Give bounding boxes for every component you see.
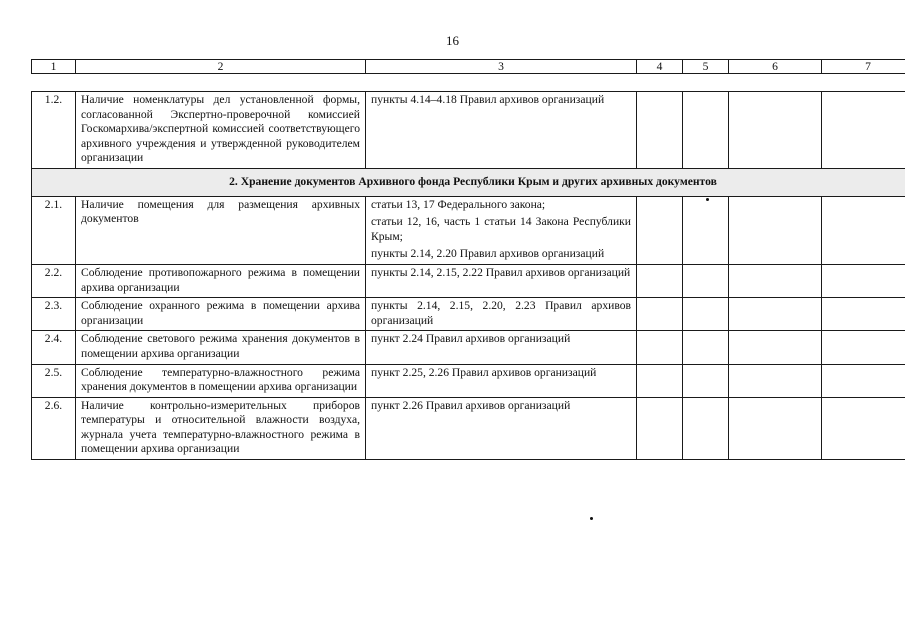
empty-cell [683, 331, 729, 364]
empty-cell [637, 92, 683, 169]
empty-cell [683, 364, 729, 397]
requirement-text: Соблюдение температурно-влажностного режима хранения документов в помещении архива организации [76, 364, 366, 397]
legal-basis [366, 92, 637, 169]
empty-cell [637, 264, 683, 297]
legal-basis-item: статьи 12, 16, часть 1 статьи 14 Закона Республики Крым; [371, 215, 631, 243]
legal-basis-item: пункты 4.14–4.18 Правил архивов организаций [371, 93, 605, 106]
empty-cell [683, 92, 729, 169]
column-header-6: 6 [729, 60, 822, 74]
legal-basis [366, 331, 637, 364]
row-number: 2.2. [32, 264, 76, 297]
table-row [32, 331, 905, 364]
section-title: 2. Хранение документов Архивного фонда Республики Крым и других архивных документов [32, 168, 905, 196]
empty-cell [729, 397, 822, 459]
empty-cell [729, 331, 822, 364]
empty-cell [729, 196, 822, 264]
requirement-text: Наличие номенклатуры дел установленной формы, согласованной Экспертно-проверочной комиссией Госкомархива/экспертной комиссией соответствующего архивного учреждения и утвержденной руководителем организации [76, 92, 366, 169]
scan-speck [590, 517, 593, 520]
empty-cell [822, 331, 905, 364]
empty-cell [637, 196, 683, 264]
empty-cell [637, 298, 683, 331]
empty-cell [683, 397, 729, 459]
empty-cell [729, 264, 822, 297]
requirement-text: Наличие помещения для размещения архивных документов [76, 196, 366, 264]
row-number: 2.4. [32, 331, 76, 364]
column-header-table [31, 59, 905, 74]
empty-cell [822, 196, 905, 264]
legal-basis-item: пункт 2.24 Правил архивов организаций [371, 332, 571, 346]
empty-cell [822, 397, 905, 459]
column-header-row [32, 60, 905, 74]
empty-cell [683, 298, 729, 331]
requirement-text: Соблюдение противопожарного режима в помещении архива организации [76, 264, 366, 297]
legal-basis [366, 298, 637, 331]
column-header-5: 5 [683, 60, 729, 74]
column-header-7: 7 [822, 60, 905, 74]
table-row [32, 92, 905, 169]
legal-basis [366, 196, 637, 264]
legal-basis [366, 397, 637, 459]
page-number: 16 [446, 33, 459, 48]
legal-basis-item: пункты 2.14, 2.20 Правил архивов организаций [371, 247, 605, 261]
section-row [32, 168, 905, 196]
legal-basis-item: пункты 2.14, 2.15, 2.20, 2.23 Правил архивов организаций [371, 299, 631, 327]
checklist-table [31, 91, 905, 460]
empty-cell [729, 298, 822, 331]
table-row [32, 298, 905, 331]
empty-cell [822, 364, 905, 397]
table-row [32, 364, 905, 397]
row-number: 2.3. [32, 298, 76, 331]
empty-cell [683, 264, 729, 297]
legal-basis-item: статьи 13, 17 Федерального закона; [371, 197, 546, 211]
empty-cell [822, 264, 905, 297]
legal-basis-item: пункты 2.14, 2.15, 2.22 Правил архивов организаций [371, 265, 631, 279]
column-header-4: 4 [637, 60, 683, 74]
empty-cell [637, 364, 683, 397]
requirement-text: Наличие контрольно-измерительных приборов температуры и относительной влажности воздуха, журнала учета температурно-влажностного режима в помещении архива организации [76, 397, 366, 459]
empty-cell [822, 298, 905, 331]
empty-cell [729, 92, 822, 169]
scan-speck [706, 198, 709, 201]
requirement-text: Соблюдение охранного режима в помещении архива организации [76, 298, 366, 331]
legal-basis-item: пункт 2.26 Правил архивов организаций [371, 398, 571, 412]
row-number: 2.1. [32, 196, 76, 264]
row-number: 2.6. [32, 397, 76, 459]
legal-basis [366, 264, 637, 297]
requirement-text: Соблюдение светового режима хранения документов в помещении архива организации [76, 331, 366, 364]
empty-cell [729, 364, 822, 397]
row-number: 1.2. [32, 92, 76, 169]
table-row [32, 264, 905, 297]
table-row [32, 196, 905, 264]
empty-cell [637, 397, 683, 459]
column-header-3: 3 [366, 60, 637, 74]
empty-cell [822, 92, 905, 169]
table-row [32, 397, 905, 459]
empty-cell [683, 196, 729, 264]
legal-basis [366, 364, 637, 397]
column-header-1: 1 [32, 60, 76, 74]
legal-basis-item: пункт 2.25, 2.26 Правил архивов организаций [371, 365, 597, 379]
empty-cell [637, 331, 683, 364]
row-number: 2.5. [32, 364, 76, 397]
column-header-2: 2 [76, 60, 366, 74]
